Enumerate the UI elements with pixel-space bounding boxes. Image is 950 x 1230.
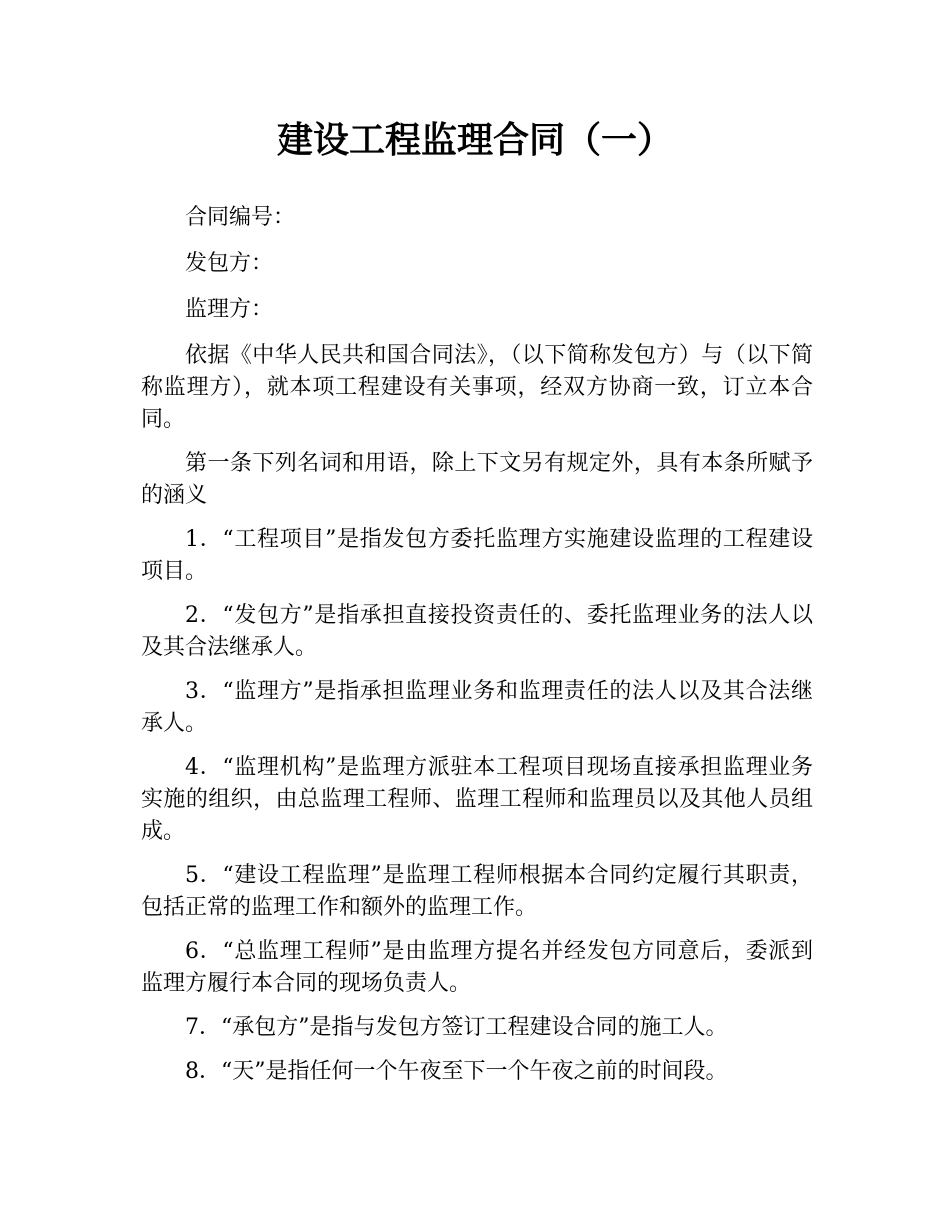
definition-item-6: 6．“总监理工程师”是由监理方提名并经发包方同意后，委派到监理方履行本合同的现场负责人。 [141, 939, 813, 996]
definition-item-3: 3．“监理方”是指承担监理业务和监理责任的法人以及其合法继承人。 [141, 679, 813, 736]
contract-number-field: 合同编号： [185, 205, 296, 230]
employer-field: 发包方： [185, 251, 274, 276]
article-1-heading: 第一条下列名词和用语，除上下文另有规定外，具有本条所赋予的涵义 [141, 451, 813, 508]
definition-item-2: 2．“发包方”是指承担直接投资责任的、委托监理业务的法人以及其合法继承人。 [141, 603, 813, 660]
supervisor-field: 监理方： [185, 297, 274, 322]
definition-item-1: 1．“工程项目”是指发包方委托监理方实施建设监理的工程建设项目。 [141, 527, 813, 584]
definition-item-5: 5．“建设工程监理”是监理工程师根据本合同约定履行其职责，包括正常的监理工作和额外的监理工作。 [141, 863, 813, 920]
document-title: 建设工程监理合同（一） [276, 120, 673, 161]
definition-item-8: 8．“天”是指任何一个午夜至下一个午夜之前的时间段。 [185, 1059, 728, 1084]
definition-item-7: 7．“承包方”是指与发包方签订工程建设合同的施工人。 [185, 1015, 728, 1040]
preamble-paragraph: 依据《中华人民共和国合同法》，（以下简称发包方）与（以下简称监理方），就本项工程建设有关事项，经双方协商一致，订立本合同。 [141, 343, 813, 432]
document-body [141, 202, 813, 1100]
definition-item-4: 4．“监理机构”是监理方派驻本工程项目现场直接承担监理业务实施的组织，由总监理工程师、监理工程师和监理员以及其他人员组成。 [141, 755, 813, 844]
